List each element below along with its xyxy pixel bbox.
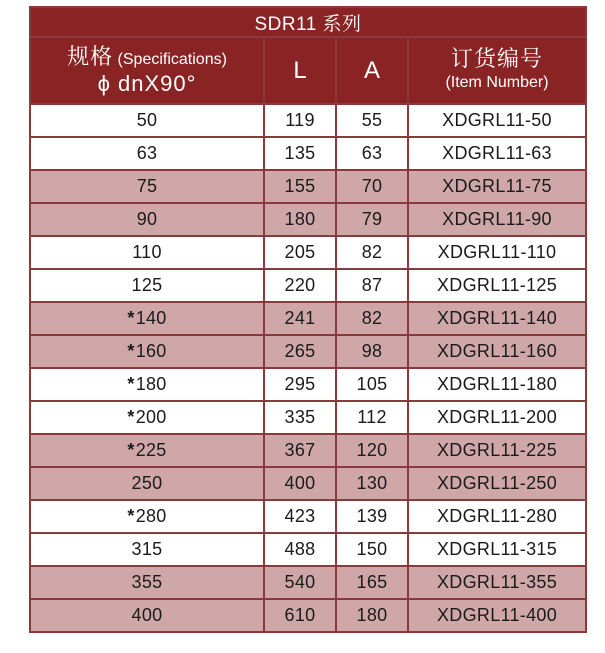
dn-value: 355 <box>131 572 163 592</box>
cell-l: 205 <box>264 236 336 269</box>
table-row <box>30 434 586 467</box>
cell-item-number: XDGRL11-200 <box>408 401 586 434</box>
asterisk-mark: * <box>127 506 135 526</box>
dn-value: 225 <box>135 440 167 460</box>
header-a: A <box>336 37 408 104</box>
cell-a: 79 <box>336 203 408 236</box>
table-row <box>30 335 586 368</box>
dn-value: 90 <box>136 209 158 229</box>
table-title: SDR11 系列 <box>30 7 586 37</box>
dn-value: 315 <box>131 539 163 559</box>
asterisk-mark: * <box>127 374 135 394</box>
dn-value: 280 <box>135 506 167 526</box>
cell-dn <box>30 599 264 632</box>
dn-value: 250 <box>131 473 163 493</box>
dn-value: 50 <box>136 110 158 130</box>
cell-a: 98 <box>336 335 408 368</box>
cell-l: 295 <box>264 368 336 401</box>
dn-value: 125 <box>131 275 163 295</box>
cell-item-number: XDGRL11-160 <box>408 335 586 368</box>
sdr11-spec-table <box>29 6 587 633</box>
header-item-cn: 订货编号 <box>450 45 543 71</box>
asterisk-mark: * <box>127 308 135 328</box>
cell-l: 180 <box>264 203 336 236</box>
cell-l: 135 <box>264 137 336 170</box>
cell-item-number: XDGRL11-63 <box>408 137 586 170</box>
header-l: L <box>264 37 336 104</box>
cell-dn <box>30 203 264 236</box>
cell-item-number: XDGRL11-400 <box>408 599 586 632</box>
header-specifications <box>30 37 264 104</box>
cell-dn <box>30 467 264 500</box>
cell-dn <box>30 269 264 302</box>
cell-l: 155 <box>264 170 336 203</box>
cell-item-number: XDGRL11-140 <box>408 302 586 335</box>
table-row <box>30 236 586 269</box>
table-row <box>30 170 586 203</box>
cell-dn <box>30 302 264 335</box>
cell-a: 105 <box>336 368 408 401</box>
table-row <box>30 137 586 170</box>
dn-value: 200 <box>135 407 167 427</box>
header-spec-cn: 规格 <box>67 44 114 69</box>
asterisk-mark: * <box>127 341 135 361</box>
cell-item-number: XDGRL11-75 <box>408 170 586 203</box>
cell-a: 70 <box>336 170 408 203</box>
dn-value: 180 <box>135 374 167 394</box>
cell-dn <box>30 137 264 170</box>
table-row <box>30 566 586 599</box>
asterisk-mark: * <box>127 407 135 427</box>
cell-l: 400 <box>264 467 336 500</box>
table-row <box>30 401 586 434</box>
table-row <box>30 104 586 137</box>
table-row <box>30 533 586 566</box>
table-row <box>30 269 586 302</box>
asterisk-mark: * <box>127 440 135 460</box>
header-item-number <box>408 37 586 104</box>
table-row <box>30 599 586 632</box>
table-row <box>30 500 586 533</box>
cell-dn <box>30 236 264 269</box>
header-spec-en: (Specifications) <box>117 51 227 68</box>
dn-value: 63 <box>136 143 158 163</box>
cell-a: 63 <box>336 137 408 170</box>
cell-item-number: XDGRL11-50 <box>408 104 586 137</box>
cell-item-number: XDGRL11-280 <box>408 500 586 533</box>
cell-l: 119 <box>264 104 336 137</box>
cell-item-number: XDGRL11-355 <box>408 566 586 599</box>
cell-l: 265 <box>264 335 336 368</box>
cell-item-number: XDGRL11-225 <box>408 434 586 467</box>
cell-item-number: XDGRL11-90 <box>408 203 586 236</box>
cell-l: 241 <box>264 302 336 335</box>
table-title-row <box>30 7 586 37</box>
cell-a: 120 <box>336 434 408 467</box>
dn-value: 160 <box>135 341 167 361</box>
table-row <box>30 203 586 236</box>
header-spec-dn: ϕ dnX90° <box>97 71 197 96</box>
cell-a: 112 <box>336 401 408 434</box>
cell-l: 540 <box>264 566 336 599</box>
cell-item-number: XDGRL11-315 <box>408 533 586 566</box>
cell-dn <box>30 566 264 599</box>
cell-a: 55 <box>336 104 408 137</box>
cell-a: 130 <box>336 467 408 500</box>
table-row <box>30 368 586 401</box>
cell-item-number: XDGRL11-250 <box>408 467 586 500</box>
cell-a: 87 <box>336 269 408 302</box>
cell-l: 220 <box>264 269 336 302</box>
cell-dn <box>30 335 264 368</box>
dn-value: 140 <box>135 308 167 328</box>
table-header-row <box>30 37 586 104</box>
dn-value: 400 <box>131 605 163 625</box>
cell-dn <box>30 434 264 467</box>
dn-value: 110 <box>132 242 162 262</box>
table-body <box>30 104 586 632</box>
table-row <box>30 467 586 500</box>
cell-dn <box>30 170 264 203</box>
cell-l: 488 <box>264 533 336 566</box>
cell-item-number: XDGRL11-110 <box>408 236 586 269</box>
cell-item-number: XDGRL11-180 <box>408 368 586 401</box>
header-item-en: (Item Number) <box>445 73 549 91</box>
cell-l: 423 <box>264 500 336 533</box>
table-row <box>30 302 586 335</box>
cell-dn <box>30 104 264 137</box>
cell-l: 367 <box>264 434 336 467</box>
cell-a: 139 <box>336 500 408 533</box>
cell-a: 165 <box>336 566 408 599</box>
cell-l: 610 <box>264 599 336 632</box>
cell-dn <box>30 500 264 533</box>
cell-a: 82 <box>336 302 408 335</box>
cell-a: 180 <box>336 599 408 632</box>
cell-dn <box>30 533 264 566</box>
cell-a: 82 <box>336 236 408 269</box>
dn-value: 75 <box>136 176 158 196</box>
cell-item-number: XDGRL11-125 <box>408 269 586 302</box>
cell-a: 150 <box>336 533 408 566</box>
cell-l: 335 <box>264 401 336 434</box>
cell-dn <box>30 401 264 434</box>
cell-dn <box>30 368 264 401</box>
